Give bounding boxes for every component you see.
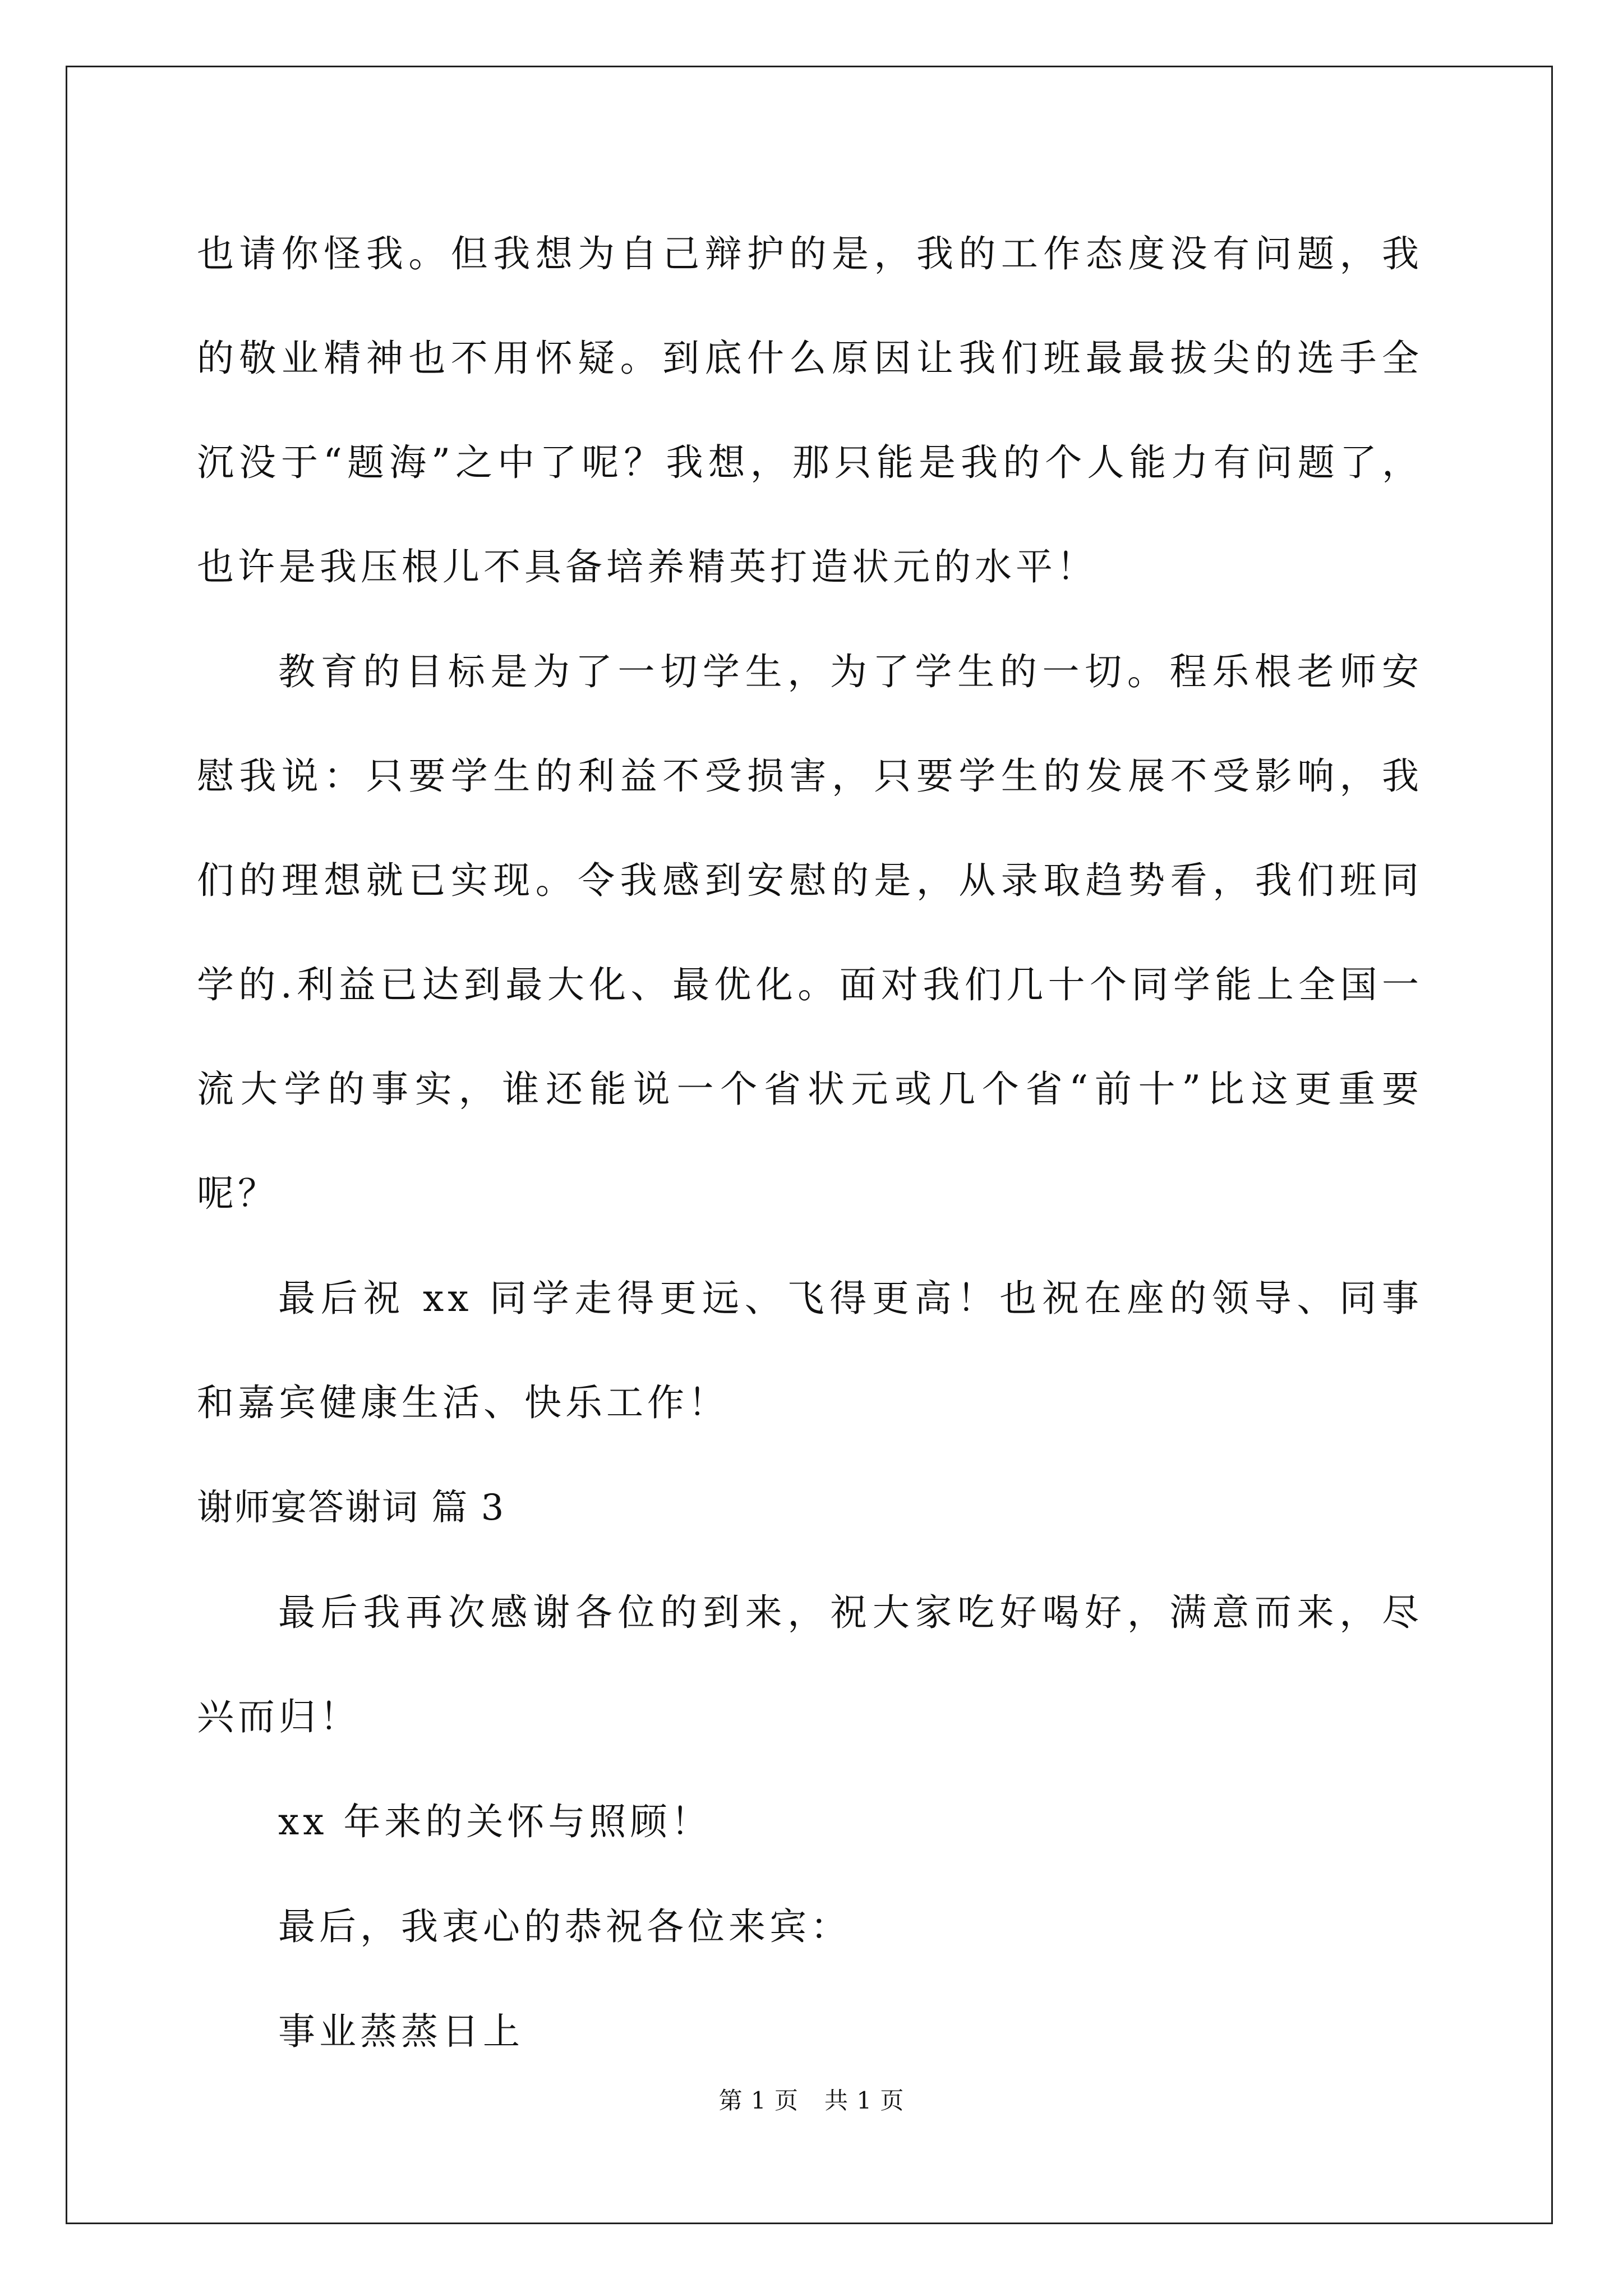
page-total: 共 1 页 [824,2087,905,2114]
paragraph-7: 事业蒸蒸日上 [278,2010,524,2053]
paragraph-4: 最后我再次感谢各位的到来，祝大家吃好喝好，满意而来，尽兴而归！ [197,1591,1423,1738]
document-body [197,202,1423,2085]
page-footer [0,2082,1623,2116]
paragraph-2: 教育的目标是为了一切学生，为了学生的一切。程乐根老师安慰我说：只要学生的利益不受损害，只要学生的发展不受影响，我们的理想就已实现。令我感到安慰的是，从录取趋势看，我们班同学的.利益已达到最大化、最优化。面对我们几十个同学能上全国一流大学的事实，谁还能说一个省状元或几个省“前十”比这更重要呢？ [197,650,1423,1215]
paragraph-5: xx 年来的关怀与照顾！ [278,1800,712,1843]
section-heading: 谢师宴答谢词 篇 3 [197,1487,505,1529]
paragraph-3: 最后祝 xx 同学走得更远、飞得更高！也祝在座的领导、同事和嘉宾健康生活、快乐工作！ [197,1277,1423,1424]
paragraph-6: 最后，我衷心的恭祝各位来宾： [278,1905,851,1948]
page-number: 第 1 页 [718,2087,799,2114]
paragraph-1: 也请你怪我。但我想为自己辩护的是，我的工作态度没有问题，我的敬业精神也不用怀疑。到底什么原因让我们班最最拔尖的选手全沉没于“题海”之中了呢？我想，那只能是我的个人能力有问题了，也许是我压根儿不具备培养精英打造状元的水平！ [197,232,1423,588]
